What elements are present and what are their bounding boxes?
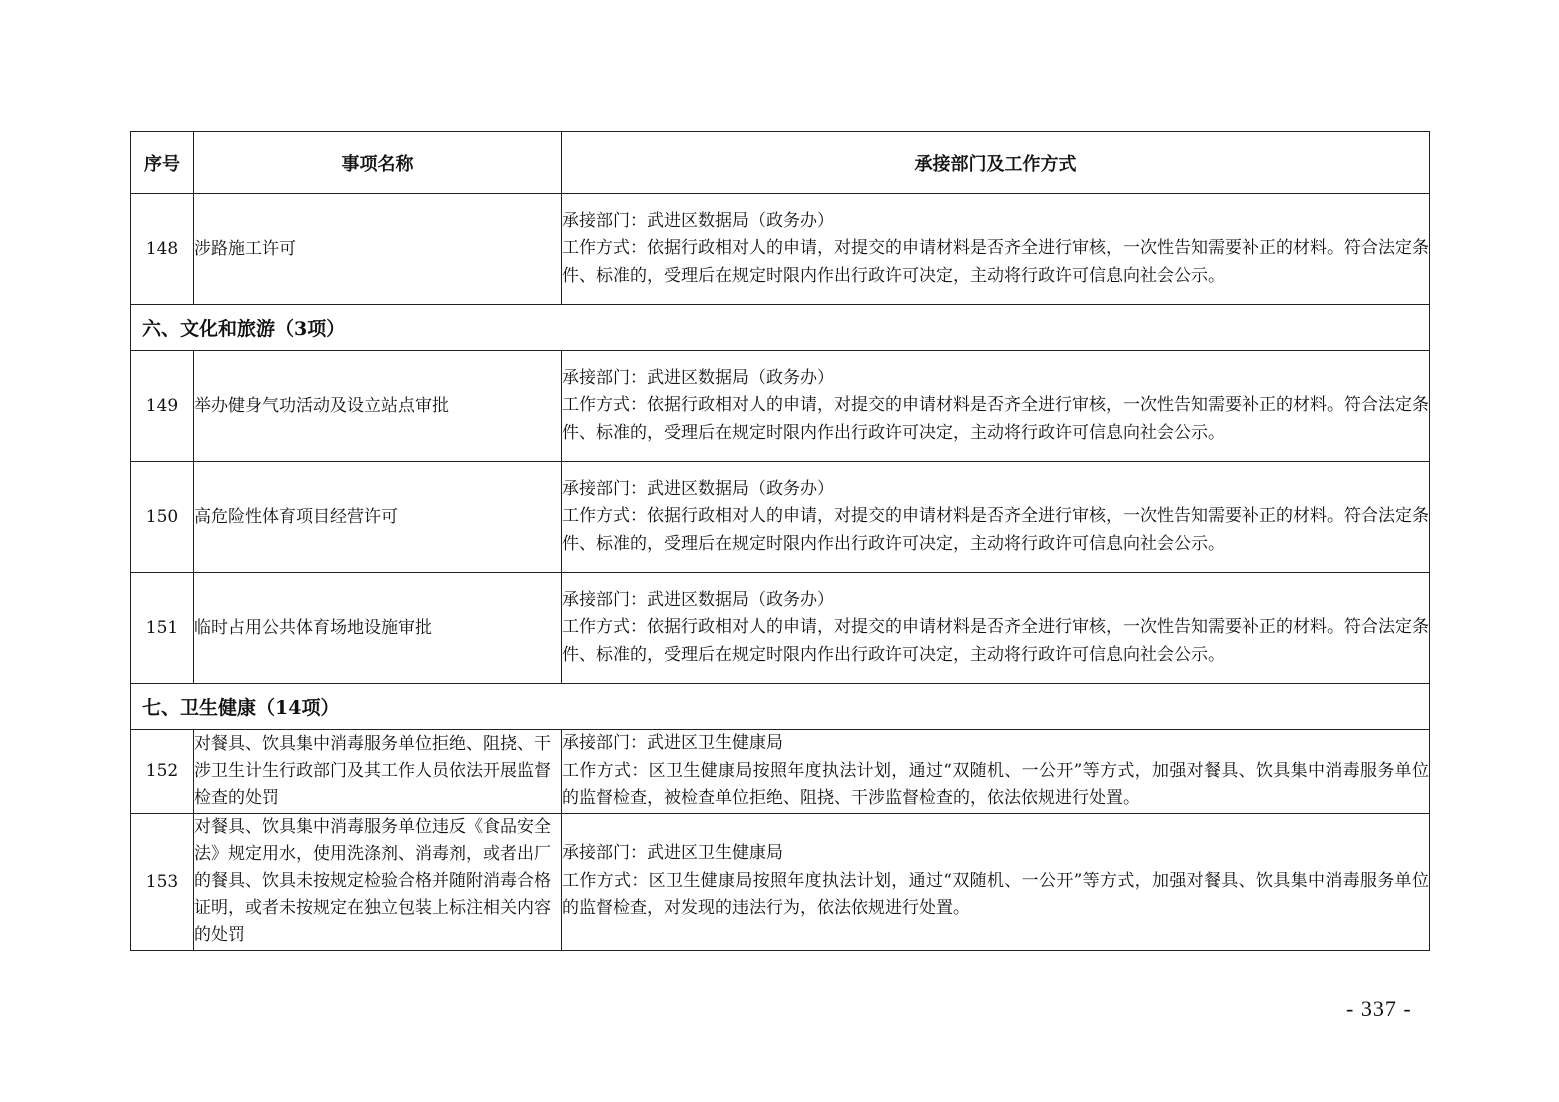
row-method: 工作方式：区卫生健康局按照年度执法计划，通过“双随机、一公开”等方式，加强对餐具、饮具集中消毒服务单位的监督检查，被检查单位拒绝、阻挠、干涉监督检查的，依法依规进行处置。 <box>562 760 1429 808</box>
row-number: 148 <box>131 194 194 305</box>
table-row <box>131 351 1430 462</box>
row-department-method <box>562 351 1430 462</box>
row-department: 承接部门：武进区卫生健康局 <box>562 843 783 864</box>
row-item-name: 举办健身气功活动及设立站点审批 <box>194 351 562 462</box>
page-number: - 337 - <box>1346 996 1412 1021</box>
row-method: 工作方式：区卫生健康局按照年度执法计划，通过“双随机、一公开”等方式，加强对餐具、饮具集中消毒服务单位的监督检查，对发现的违法行为，依法依规进行处置。 <box>562 870 1429 919</box>
row-item-name: 临时占用公共体育场地设施审批 <box>194 573 562 684</box>
row-number: 152 <box>131 730 194 814</box>
row-department: 承接部门：武进区数据局（政务办） <box>562 210 834 231</box>
row-item-name: 涉路施工许可 <box>194 194 562 305</box>
row-number: 149 <box>131 351 194 462</box>
row-department-method <box>562 462 1430 573</box>
header-serial-number: 序号 <box>131 132 194 194</box>
table-row <box>131 194 1430 305</box>
row-method: 工作方式：依据行政相对人的申请，对提交的申请材料是否齐全进行审核，一次性告知需要补正的材料。符合法定条件、标准的，受理后在规定时限内作出行政许可决定，主动将行政许可信息向社会公示。 <box>562 506 1429 554</box>
section-title: 六、文化和旅游（3项） <box>131 305 1430 351</box>
row-department-method <box>562 813 1430 950</box>
row-department: 承接部门：武进区数据局（政务办） <box>562 367 834 388</box>
row-item-name: 高危险性体育项目经营许可 <box>194 462 562 573</box>
section-row <box>131 684 1430 730</box>
matters-table <box>130 131 1430 951</box>
row-number: 153 <box>131 813 194 950</box>
row-item-name: 对餐具、饮具集中消毒服务单位违反《食品安全法》规定用水，使用洗涤剂、消毒剂，或者出厂的餐具、饮具未按规定检验合格并随附消毒合格证明，或者未按规定在独立包装上标注相关内容的处罚 <box>194 813 562 950</box>
table-row <box>131 462 1430 573</box>
row-department-method <box>562 573 1430 684</box>
row-item-name: 对餐具、饮具集中消毒服务单位拒绝、阻挠、干涉卫生计生行政部门及其工作人员依法开展监督检查的处罚 <box>194 730 562 814</box>
row-number: 150 <box>131 462 194 573</box>
section-title: 七、卫生健康（14项） <box>131 684 1430 730</box>
header-department-method: 承接部门及工作方式 <box>562 132 1430 194</box>
header-item-name: 事项名称 <box>194 132 562 194</box>
row-number: 151 <box>131 573 194 684</box>
row-department-method <box>562 194 1430 305</box>
row-method: 工作方式：依据行政相对人的申请，对提交的申请材料是否齐全进行审核，一次性告知需要补正的材料。符合法定条件、标准的，受理后在规定时限内作出行政许可决定，主动将行政许可信息向社会公示。 <box>562 617 1429 665</box>
section-row <box>131 305 1430 351</box>
row-department: 承接部门：武进区数据局（政务办） <box>562 478 834 499</box>
table-header-row <box>131 132 1430 194</box>
row-department-method <box>562 730 1430 814</box>
row-method: 工作方式：依据行政相对人的申请，对提交的申请材料是否齐全进行审核，一次性告知需要补正的材料。符合法定条件、标准的，受理后在规定时限内作出行政许可决定，主动将行政许可信息向社会公示。 <box>562 238 1429 286</box>
table-row <box>131 573 1430 684</box>
row-department: 承接部门：武进区卫生健康局 <box>562 733 783 753</box>
row-method: 工作方式：依据行政相对人的申请，对提交的申请材料是否齐全进行审核，一次性告知需要补正的材料。符合法定条件、标准的，受理后在规定时限内作出行政许可决定，主动将行政许可信息向社会公示。 <box>562 395 1429 443</box>
table-row <box>131 813 1430 950</box>
row-department: 承接部门：武进区数据局（政务办） <box>562 589 834 610</box>
table-row <box>131 730 1430 814</box>
